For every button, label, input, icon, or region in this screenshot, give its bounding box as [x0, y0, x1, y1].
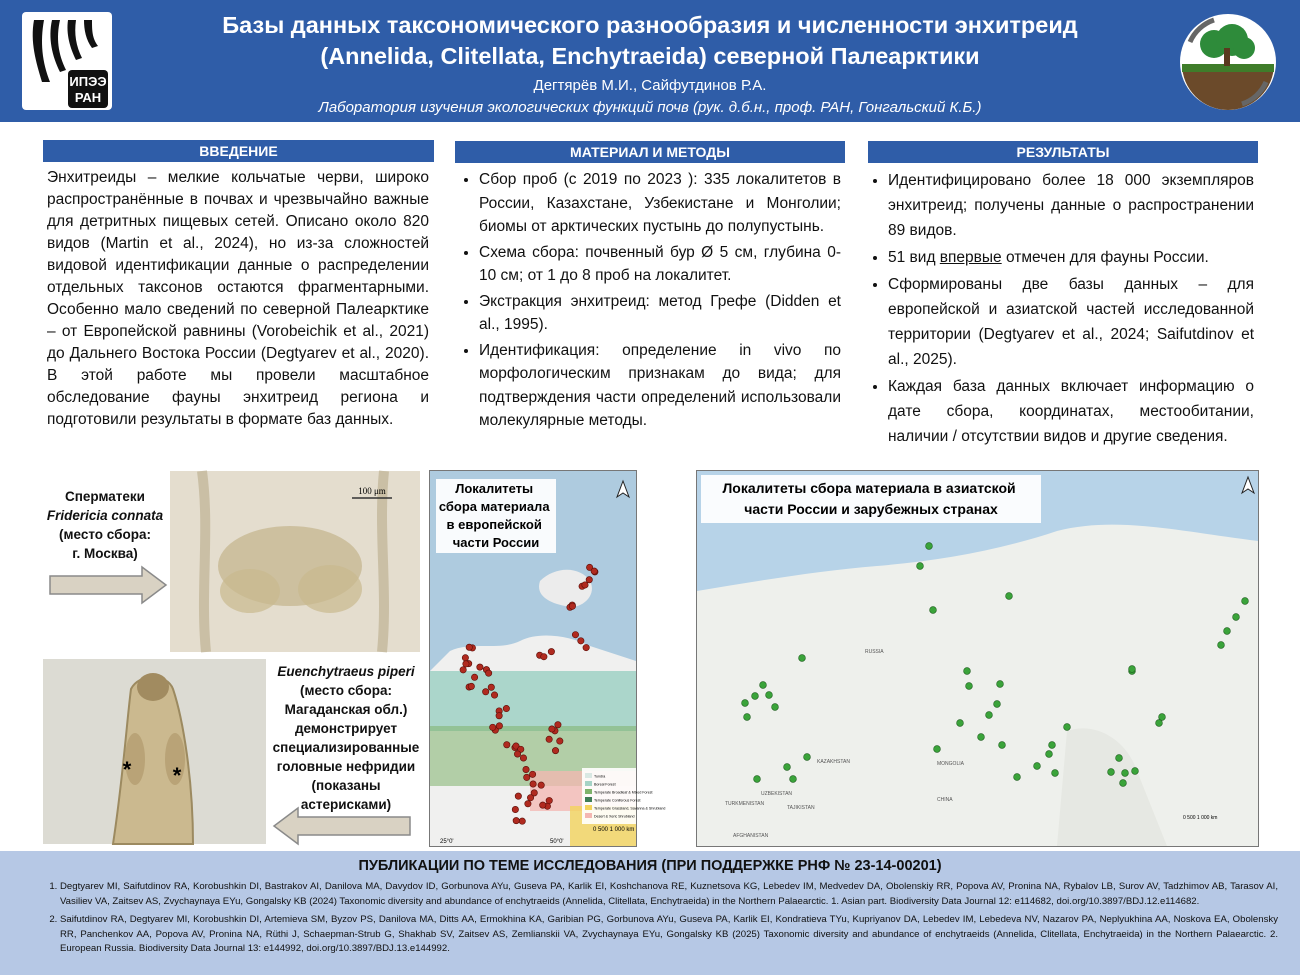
locality-point — [1034, 763, 1041, 770]
europe-lon-label: 25°0' — [440, 839, 454, 845]
locality-point — [978, 734, 985, 741]
locality-point — [1233, 614, 1240, 621]
photo1-caption-line1: Сперматеки — [65, 489, 145, 504]
locality-point — [1116, 755, 1123, 762]
arrow-left-icon — [272, 806, 412, 846]
publication-item: 2. Saifutdinov RA, Degtyarev MI, Korobushkin DI, Artemieva SM, Byzov PS, Danilova MA, Ditts AA, Ermokhina KA, Garibian PG, Gorbunova AYu, Guseva PA, Karlik EI, Kondratieva TYu, Kupriyanov DA, Lebedev IM, Lebedeva NV, Nazarov PA, Neplyukhina AA, Noskova EA, Obolensky RR, Panchenkov AA, Popova AV, Pronina NA, Rüthi J, Schaepman-Strub G, Shakhab SV, Zaitsev AS, Zemlianskii VA, Zvychaynaya EYu, Gongalsky KB (2025) Taxonomic diversity and abundance of enchytraeids (Annelida, Clitellata, Enchytraeida) in the Northern Palaearctic. 2. European Russia. Biodiversity Data Journal 13: e144992, doi.org/10.3897/BDJ.13.e144992. — [60, 913, 1278, 957]
legend-swatch — [585, 813, 592, 818]
intro-text: Энхитреиды – мелкие кольчатые черви, широко распространённые в почвах и чрезвычайно важные для детритных пищевых сетей. Описано около 820 видов (Martin et al., 2024), но из-за сложностей видовой идентификации данные о распределении отдельных таксонов остаются фрагментарными. Особенно мало сведений по северной Палеарктике – от Европейской равнины (Vorobeichik et al., 2021) до Дальнего Востока России (Degtyarev et al., 2020). В этой работе мы провели масштабное обследование фауны энхитреид региона и подготовили результаты в формате баз данных. — [47, 169, 429, 428]
locality-point — [1064, 724, 1071, 731]
locality-point — [555, 722, 561, 728]
photo2-caption-species: Euenchytraeus piperi — [277, 664, 415, 679]
europe-scale-label: 0 500 1 000 km — [593, 827, 635, 833]
locality-point — [917, 563, 924, 570]
locality-point — [586, 577, 592, 583]
locality-point — [503, 705, 509, 711]
locality-point — [591, 568, 597, 574]
locality-point — [1006, 593, 1013, 600]
locality-point — [799, 655, 806, 662]
europe-lon-label: 50°0' — [550, 839, 564, 845]
locality-point — [538, 782, 544, 788]
europe-map — [429, 470, 666, 847]
locality-point — [1129, 666, 1136, 673]
locality-point — [784, 764, 791, 771]
locality-point — [997, 681, 1004, 688]
locality-point — [513, 817, 519, 823]
locality-point — [529, 771, 535, 777]
locality-point — [752, 693, 759, 700]
locality-point — [1132, 768, 1139, 775]
legend-label: Temperate Coniferous Forest — [594, 798, 641, 803]
photo1-caption-line4: г. Москва) — [72, 546, 138, 561]
spermatheca-photo — [170, 471, 420, 652]
locality-point — [462, 655, 468, 661]
logo-text-ras: РАН — [74, 90, 102, 105]
results-item2-pre: 51 вид — [888, 249, 940, 266]
locality-point — [527, 795, 533, 801]
locality-point — [582, 582, 588, 588]
publications-list — [40, 880, 1278, 961]
methods-item: • Идентификация: определение in vivo по морфологическим признакам до вида; для подтверждения части определений использовали молекулярные методы. — [479, 339, 841, 433]
locality-point — [572, 632, 578, 638]
locality-point — [541, 654, 547, 660]
title-line-2: (Annelida, Clitellata, Enchytraeida) северной Палеарктики — [320, 43, 980, 69]
locality-point — [1156, 720, 1163, 727]
locality-point — [578, 638, 584, 644]
locality-point — [488, 684, 494, 690]
locality-point — [1224, 628, 1231, 635]
place-label: RUSSIA — [865, 649, 884, 655]
lab-affiliation: Лаборатория изучения экологических функций почв (рук. д.б.н., проф. РАН, Гонгальский К.Б.) — [318, 99, 982, 116]
locality-point — [552, 747, 558, 753]
europe-map-title-line: части России — [452, 535, 540, 550]
locality-point — [557, 738, 563, 744]
title-line-1: Базы данных таксономического разнообразия и численности энхитреид — [222, 12, 1078, 38]
results-heading: РЕЗУЛЬТАТЫ — [868, 141, 1258, 163]
methods-list — [457, 168, 841, 435]
photo2-caption — [270, 662, 422, 814]
publication-item: 1. Degtyarev MI, Saifutdinov RA, Korobushkin DI, Bastrakov AI, Danilova MA, Davydov ID, Gorbunova AYu, Guseva PA, Karlik EI, Koshchanova RE, Kuznetsova KG, Lebedev IM, Medvedev DA, Obolenskiy RR, Popova AV, Pronina NA, Rybalov LB, Surov AV, Tadzhimov AB, Tarasov AI, Vasiliev VA, Zaitsev AS, Zvychaynaya EYu, Gongalsky KB (2024) Taxonomic diversity and abundance of enchytraeids (Annelida, Clitellata, Enchytraeida) in the Northern Palaearctic. 1. Asian part. Biodiversity Data Journal 12: e114682, doi.org/10.3897/BDJ.12.e114682. — [60, 880, 1278, 909]
locality-point — [1108, 769, 1115, 776]
photo2-caption-rest: (место сбора: Магаданская обл.) демонстрирует специализированные головные нефридии (показаны астерисками) — [272, 683, 420, 812]
poster-title — [130, 10, 1170, 72]
locality-point — [515, 793, 521, 799]
place-label: TAJIKISTAN — [787, 805, 815, 811]
place-label: CHINA — [937, 797, 953, 803]
locality-point — [964, 668, 971, 675]
locality-point — [496, 713, 502, 719]
locality-point — [546, 736, 552, 742]
locality-point — [804, 754, 811, 761]
locality-point — [1052, 770, 1059, 777]
locality-point — [471, 674, 477, 680]
spermatheca-micrograph — [170, 471, 420, 652]
results-item: • Сформированы две базы данных – для европейской и азиатской частей исследованной территории (Degtyarev et al., 2024; Saifutdinov et al., 2025). — [888, 272, 1254, 372]
legend-label: Tundra — [594, 774, 606, 779]
europe-map-legend — [582, 768, 665, 824]
asia-map — [696, 470, 1259, 847]
tree-soil-icon — [1178, 12, 1278, 112]
locality-point — [489, 724, 495, 730]
legend-swatch — [585, 773, 592, 778]
locality-point — [468, 683, 474, 689]
locality-point — [491, 692, 497, 698]
methods-item: • Экстракция энхитреид: метод Грефе (Didden et al., 1995). — [479, 290, 841, 337]
place-label: MONGOLIA — [937, 761, 964, 767]
ipee-ras-logo — [22, 12, 112, 110]
locality-point — [1014, 774, 1021, 781]
locality-point — [519, 818, 525, 824]
locality-point — [1122, 770, 1129, 777]
locality-point — [994, 701, 1001, 708]
asia-map-title-line: части России и зарубежных странах — [744, 501, 998, 517]
locality-point — [514, 751, 520, 757]
intro-heading: ВВЕДЕНИЕ — [43, 140, 434, 162]
legend-swatch — [585, 805, 592, 810]
locality-point — [966, 683, 973, 690]
photo1-caption-species: Fridericia connata — [46, 508, 164, 523]
locality-point — [957, 720, 964, 727]
locality-point — [482, 689, 488, 695]
locality-point — [754, 776, 761, 783]
locality-point — [485, 670, 491, 676]
europe-map-title-line: Локалитеты — [455, 481, 534, 496]
locality-point — [477, 664, 483, 670]
locality-point — [523, 766, 529, 772]
locality-point — [466, 644, 472, 650]
locality-point — [569, 603, 575, 609]
locality-point — [525, 801, 531, 807]
asterisk-marker: * — [122, 757, 132, 782]
locality-point — [1120, 780, 1127, 787]
locality-point — [496, 723, 502, 729]
locality-point — [520, 755, 526, 761]
asia-scale-label: 0 500 1 000 km — [1183, 815, 1218, 821]
photo1-caption-line3: (место сбора: — [59, 527, 151, 542]
methods-item: • Сбор проб (с 2019 по 2023 ): 335 локалитетов в России, Казахстане, Узбекистане и Монголии; биомы от арктических пустынь до полупустынь. — [479, 168, 841, 239]
locality-point — [930, 607, 937, 614]
locality-point — [766, 692, 773, 699]
legend-swatch — [585, 797, 592, 802]
euenchytraeus-micrograph — [43, 659, 266, 844]
place-label: AFGHANISTAN — [733, 833, 769, 839]
results-item: • Каждая база данных включает информацию о дате сбора, координатах, местообитании, наличии / отсутствии видов и другие сведения. — [888, 374, 1254, 449]
photo1-caption — [40, 487, 170, 563]
europe-map-title-line: сбора материала — [438, 499, 550, 514]
locality-point — [1242, 598, 1249, 605]
publications-heading: ПУБЛИКАЦИИ ПО ТЕМЕ ИССЛЕДОВАНИЯ (ПРИ ПОДДЕРЖКЕ РНФ № 23-14-00201) — [358, 858, 942, 874]
locality-point — [772, 704, 779, 711]
legend-label: Temperate Grassland, Savanna & Shrubland — [594, 806, 666, 811]
legend-swatch — [585, 781, 592, 786]
locality-point — [1046, 751, 1053, 758]
europe-map-title-line: в европейской — [446, 517, 542, 532]
locality-point — [744, 714, 751, 721]
locality-point — [512, 806, 518, 812]
locality-point — [540, 802, 546, 808]
locality-point — [583, 644, 589, 650]
results-item2-post: отмечен для фауны России. — [1001, 249, 1209, 266]
locality-point — [790, 776, 797, 783]
asia-map-title-line: Локалитеты сбора материала в азиатской — [722, 480, 1016, 496]
legend-label: Boreal Forest — [594, 782, 616, 787]
locality-point — [504, 742, 510, 748]
asterisk-marker: * — [172, 763, 182, 788]
arrow-right-icon — [48, 565, 168, 605]
europe-map-graphic — [430, 471, 666, 846]
place-label: KAZAKHSTAN — [817, 759, 850, 765]
methods-item: • Схема сбора: почвенный бур Ø 5 см, глубина 0-10 см; от 1 до 8 проб на локалитет. — [479, 241, 841, 288]
locality-point — [926, 543, 933, 550]
results-item2-underlined: впервые — [939, 249, 1002, 266]
legend-label: Desert & Xeric Shrubland — [594, 814, 635, 819]
locality-point — [549, 726, 555, 732]
place-label: UZBEKISTAN — [761, 791, 793, 797]
locality-point — [1218, 642, 1225, 649]
locality-point — [742, 700, 749, 707]
locality-point — [530, 781, 536, 787]
locality-point — [1049, 742, 1056, 749]
results-item — [888, 245, 1254, 270]
soil-lab-logo — [1178, 12, 1278, 112]
locality-point — [999, 742, 1006, 749]
scale-bar-label: 100 μm — [358, 486, 386, 496]
euenchytraeus-photo — [43, 659, 266, 844]
locality-point — [760, 682, 767, 689]
asia-map-graphic — [697, 471, 1258, 846]
legend-swatch — [585, 789, 592, 794]
legend-label: Temperate Broadleaf & Mixed Forest — [594, 790, 653, 795]
locality-point — [934, 746, 941, 753]
results-item: • Идентифицировано более 18 000 экземпляров энхитреид; получены данные о распространении 89 видов. — [888, 168, 1254, 243]
locality-point — [460, 667, 466, 673]
logo-text-ipee: ИПЭЭ — [69, 74, 107, 89]
place-label: TURKMENISTAN — [725, 801, 765, 807]
locality-point — [463, 661, 469, 667]
locality-point — [986, 712, 993, 719]
results-list — [866, 168, 1254, 451]
locality-point — [546, 797, 552, 803]
locality-point — [548, 648, 554, 654]
locality-point — [524, 774, 530, 780]
authors: Дегтярёв М.И., Сайфутдинов Р.А. — [533, 77, 767, 94]
methods-heading: МАТЕРИАЛ И МЕТОДЫ — [455, 141, 845, 163]
ipee-logo-graphic — [22, 12, 112, 110]
